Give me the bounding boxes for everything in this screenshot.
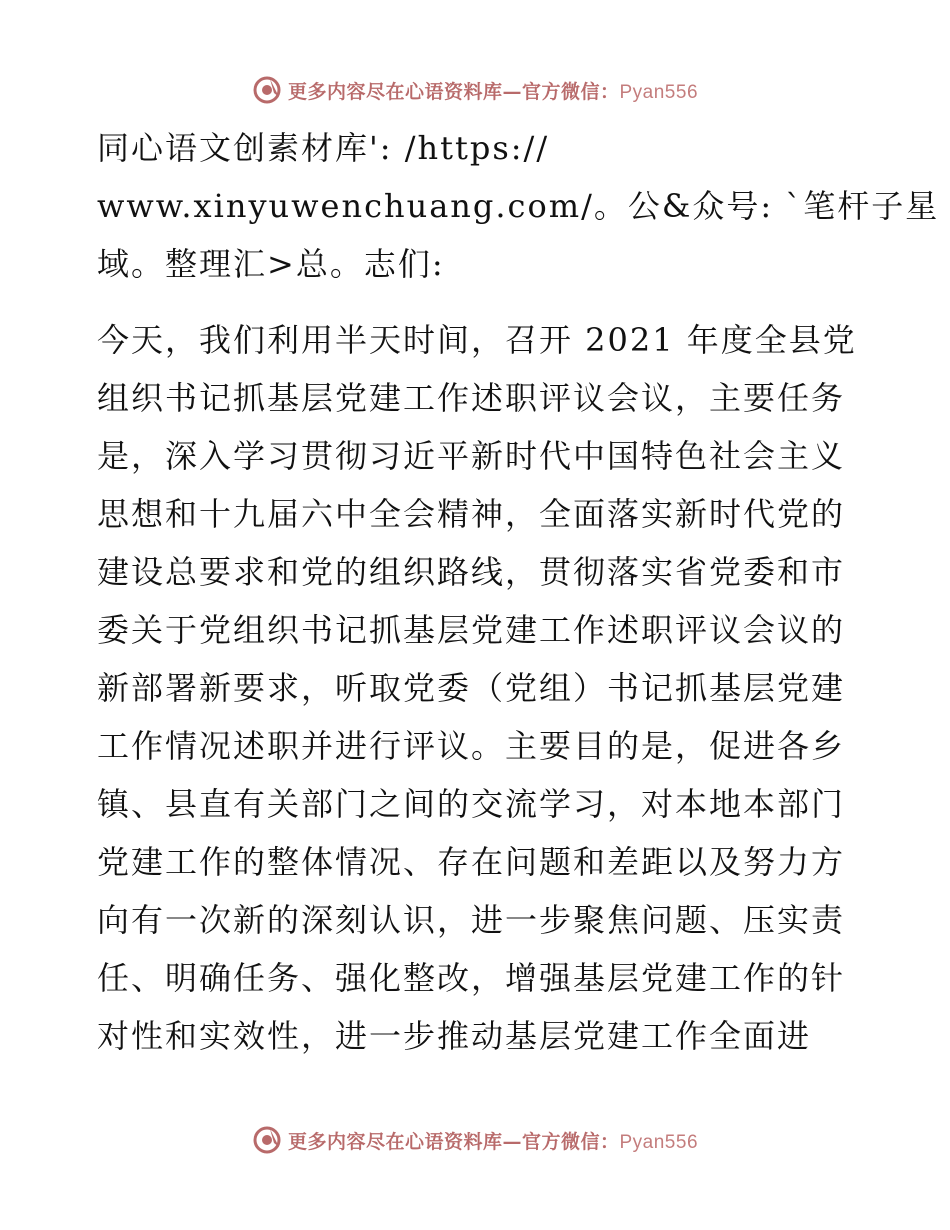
footer-watermark <box>0 1120 950 1160</box>
text-line: 委关于党组织书记抓基层党建工作述职评议会议的 <box>97 611 846 649</box>
text-line: 向有一次新的深刻认识，进一步聚焦问题、压实责 <box>97 901 846 939</box>
watermark-main: 更多内容尽在心语资料库 <box>287 80 503 103</box>
text-line: 思想和十九届六中全会精神，全面落实新时代党的 <box>97 495 846 533</box>
watermark-suffix: 官方微信： <box>521 1130 620 1153</box>
text-line: 对性和实效性，进一步推动基层党建工作全面进 <box>97 1017 812 1055</box>
text-line: 域。整理汇>总。志们: <box>97 245 445 283</box>
watermark-wechat-id: Pyan556 <box>619 81 699 103</box>
watermark-text <box>288 77 698 104</box>
body-paragraph <box>97 311 857 1065</box>
text-line: 任、明确任务、强化整改，增强基层党建工作的针 <box>97 959 846 997</box>
watermark-separator: — <box>502 80 522 103</box>
watermark-suffix: 官方微信： <box>521 80 620 103</box>
brand-logo-icon <box>252 75 282 105</box>
brand-logo-icon <box>252 1125 282 1155</box>
text-line: 镇、县直有关部门之间的交流学习，对本地本部门 <box>97 785 846 823</box>
text-line: 同心语文创素材库': /https:// <box>97 129 550 167</box>
text-line: 新部署新要求，听取党委（党组）书记抓基层党建 <box>97 669 846 707</box>
watermark-text <box>288 1127 698 1154</box>
text-line: 组织书记抓基层党建工作述职评议会议，主要任务 <box>97 379 846 417</box>
watermark-separator: — <box>502 1130 522 1153</box>
text-line: 工作情况述职并进行评议。主要目的是，促进各乡 <box>97 727 846 765</box>
intro-paragraph <box>97 119 940 293</box>
watermark-wechat-id: Pyan556 <box>619 1131 699 1153</box>
text-line: 今天，我们利用半天时间，召开 2021 年度全县党 <box>97 321 857 359</box>
text-line: www.xinyuwenchuang.com/。公&众号: `笔杆子星 <box>97 187 940 225</box>
text-line: 是，深入学习贯彻习近平新时代中国特色社会主义 <box>97 437 846 475</box>
text-line: 党建工作的整体情况、存在问题和差距以及努力方 <box>97 843 846 881</box>
watermark-main: 更多内容尽在心语资料库 <box>287 1130 503 1153</box>
header-watermark <box>0 70 950 110</box>
text-line: 建设总要求和党的组织路线，贯彻落实省党委和市 <box>97 553 846 591</box>
